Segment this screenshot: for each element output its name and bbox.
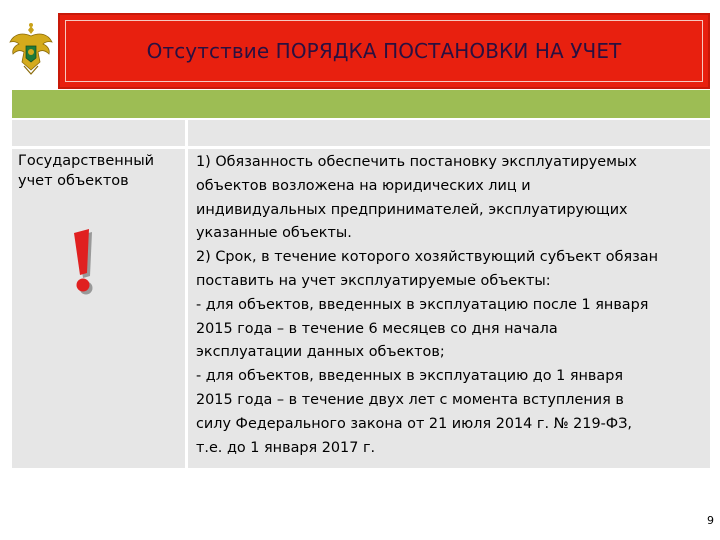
header-bar <box>12 90 710 118</box>
text-line: индивидуальных предпринимателей, эксплуатирующих <box>196 201 628 218</box>
text-line: 2) Срок, в течение которого хозяйствующий субъект обязан <box>196 249 658 266</box>
slide-title: Отсутствие ПОРЯДКА ПОСТАНОВКИ НА УЧЕТ <box>146 39 622 63</box>
exclamation-icon <box>67 227 103 299</box>
text-line: 2015 года – в течение 6 месяцев со дня начала <box>196 320 558 337</box>
emblem-logo <box>8 22 54 76</box>
description-text <box>196 151 702 460</box>
text-line: указанные объекты. <box>196 225 352 242</box>
text-line: поставить на учет эксплуатируемые объекты: <box>196 272 551 289</box>
subject-label-line: учет объектов <box>18 173 129 189</box>
text-line: эксплуатации данных объектов; <box>196 344 445 361</box>
subject-label <box>18 151 184 191</box>
text-line: 1) Обязанность обеспечить постановку эксплуатируемых <box>196 154 637 170</box>
table-header-cell-right <box>188 120 710 146</box>
text-line: 2015 года – в течение двух лет с момента вступления в <box>196 391 624 408</box>
subject-label-line: Государственный <box>18 153 155 169</box>
text-line: - для объектов, введенных в эксплуатацию после 1 января <box>196 296 649 313</box>
text-line: силу Федерального закона от 21 июля 2014 г. № 219-ФЗ, <box>196 415 632 432</box>
table-cell-description <box>188 149 710 468</box>
text-line: т.е. до 1 января 2017 г. <box>196 439 376 456</box>
title-banner <box>58 13 710 89</box>
content-table <box>12 120 710 468</box>
table-header-cell-left <box>12 120 185 146</box>
text-line: объектов возложена на юридических лиц и <box>196 177 531 194</box>
text-line: - для объектов, введенных в эксплуатацию до 1 января <box>196 368 623 385</box>
page-number: 9 <box>707 514 714 527</box>
table-cell-subject <box>12 149 185 468</box>
title-frame <box>65 20 703 82</box>
